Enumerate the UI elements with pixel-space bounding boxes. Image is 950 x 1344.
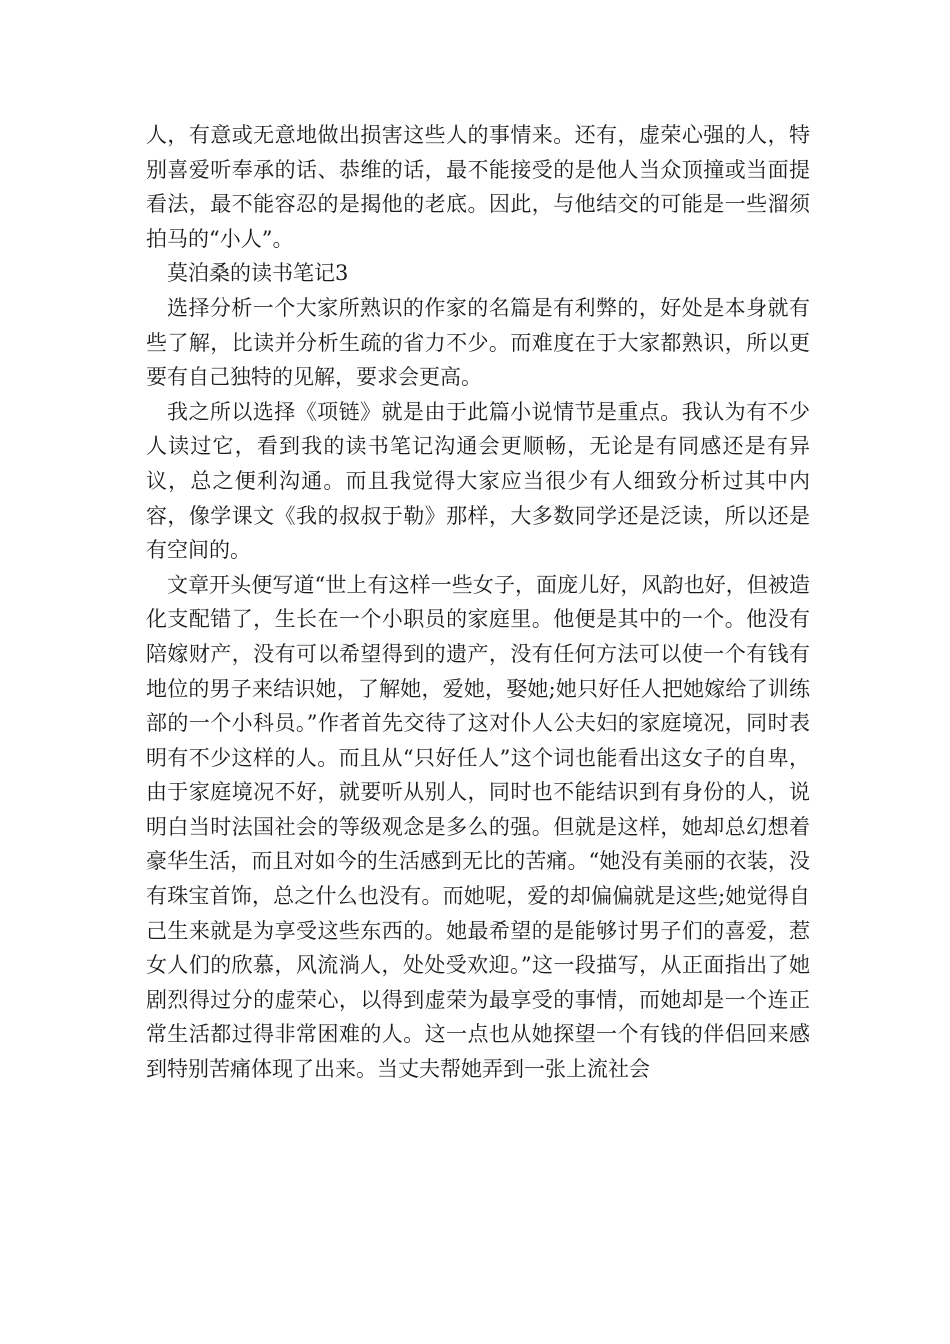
document-body xyxy=(146,118,810,1087)
paragraph-continuation: 人，有意或无意地做出损害这些人的事情来。还有，虚荣心强的人，特别喜爱听奉承的话、恭维的话，最不能接受的是他人当众顶撞或当面提看法，最不能容忍的是揭他的老底。因此，与他结交的可能是一些溜须拍马的“小人”。 xyxy=(146,123,810,251)
section-heading: 莫泊桑的读书笔记3 xyxy=(167,261,349,286)
paragraph: 文章开头便写道“世上有这样一些女子，面庞儿好，风韵也好，但被造化支配错了，生长在一个小职员的家庭里。他便是其中的一个。他没有陪嫁财产，没有可以希望得到的遗产，没有任何方法可以使一个有钱有地位的男子来结识她，了解她，爱她，娶她;她只好任人把她嫁给了训练部的一个小科员。”作者首先交待了这对仆人公夫妇的家庭境况，同时表明有不少这样的人。而且从“只好任人”这个词也能看出这女子的自卑，由于家庭境况不好，就要听从别人，同时也不能结识到有身份的人，说明白当时法国社会的等级观念是多么的强。但就是这样，她却总幻想着豪华生活，而且对如今的生活感到无比的苦痛。“她没有美丽的衣装，没有珠宝首饰，总之什么也没有。而她呢，爱的却偏偏就是这些;她觉得自己生来就是为享受这些东西的。她最希望的是能够讨男子们的喜爱，惹女人们的欣慕，风流淌人，处处受欢迎。”这一段描写，从正面指出了她剧烈得过分的虚荣心，以得到虚荣为最享受的事情，而她却是一个连正常生活都过得非常困难的人。这一点也从她探望一个有钱的伴侣回来感到特别苦痛体现了出来。当丈夫帮她弄到一张上流社会 xyxy=(146,572,810,1082)
paragraph: 选择分析一个大家所熟识的作家的名篇是有利弊的，好处是本身就有些了解，比读并分析生疏的省力不少。而难度在于大家都熟识，所以更要有自己独特的见解，要求会更高。 xyxy=(146,295,810,390)
paragraph: 我之所以选择《项链》就是由于此篇小说情节是重点。我认为有不少人读过它，看到我的读书笔记沟通会更顺畅，无论是有同感还是有异议，总之便利沟通。而且我觉得大家应当很少有人细致分析过其中内容，像学课文《我的叔叔于勒》那样，大多数同学还是泛读，所以还是有空间的。 xyxy=(146,399,810,563)
